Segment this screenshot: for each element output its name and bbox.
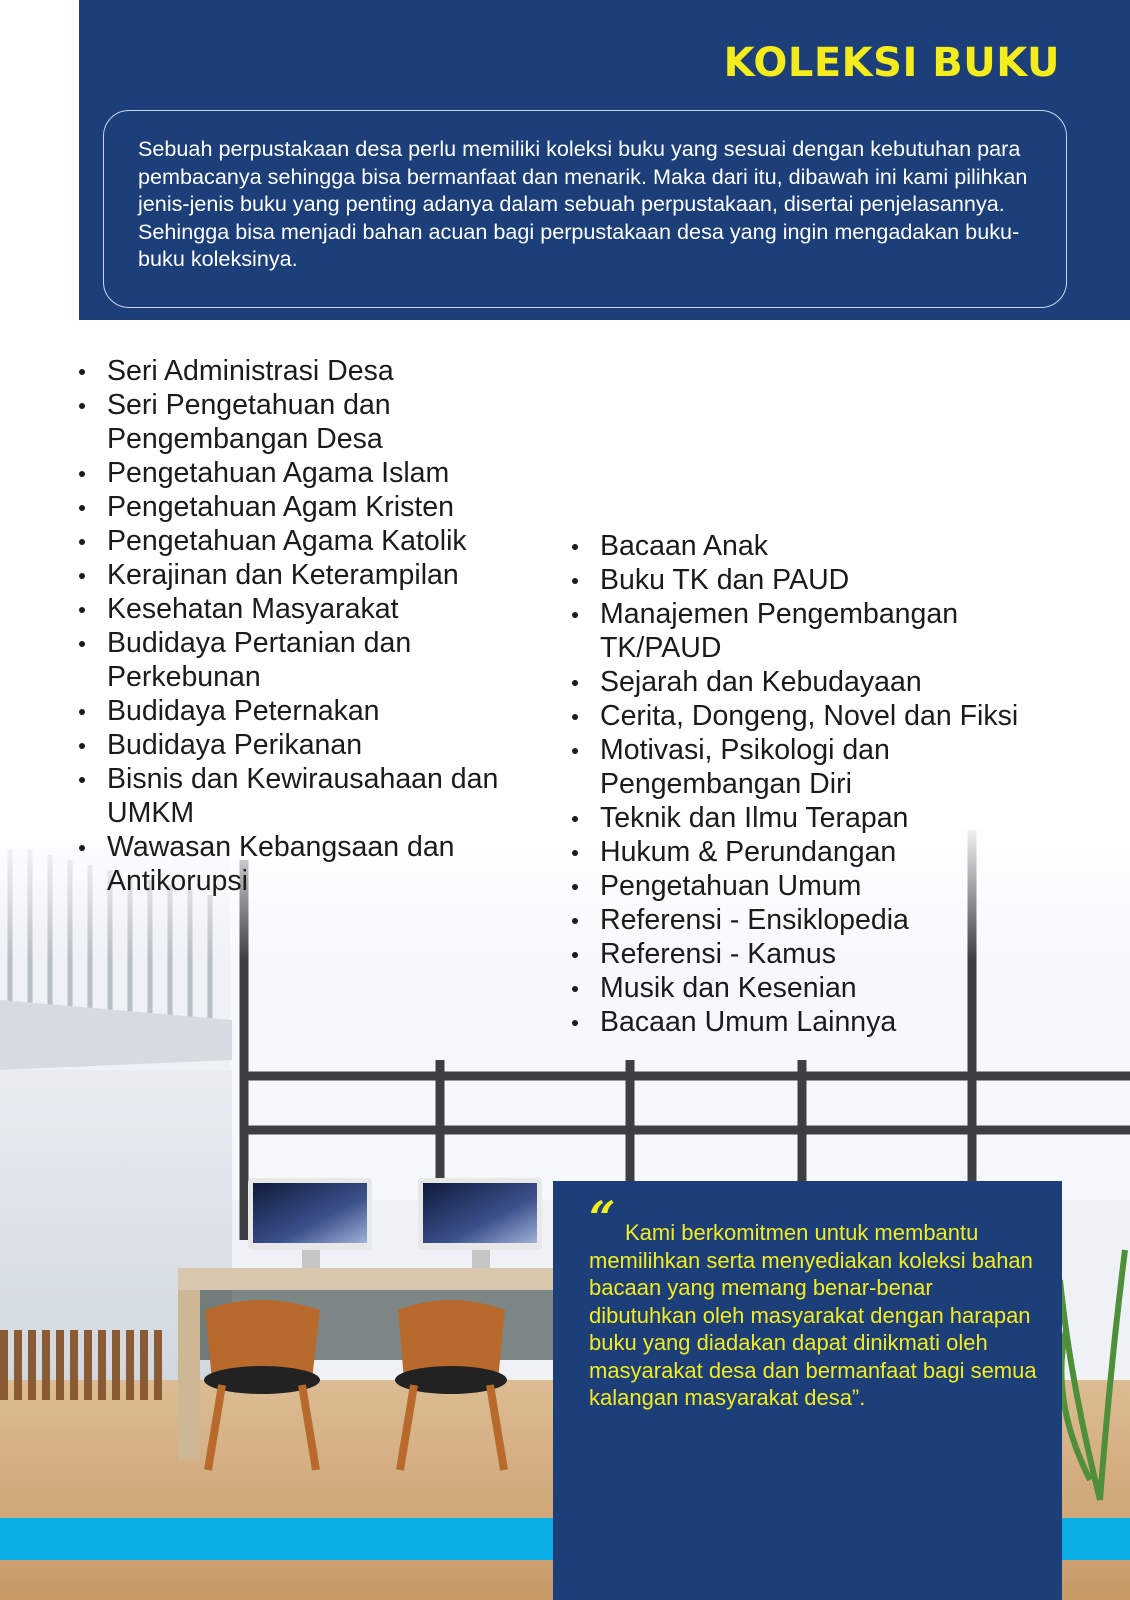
list-item: Kesehatan Masyarakat <box>78 592 558 626</box>
list-item: Pengetahuan Agama Katolik <box>78 524 558 558</box>
list-item: Budidaya Pertanian dan Perkebunan <box>78 626 558 694</box>
book-list-right <box>571 529 1071 1039</box>
book-list-left <box>78 354 558 898</box>
list-item: Bisnis dan Kewirausahaan dan UMKM <box>78 762 558 830</box>
list-item: Kerajinan dan Keterampilan <box>78 558 558 592</box>
list-item: Hukum & Perundangan <box>571 835 1071 869</box>
intro-text: Sebuah perpustakaan desa perlu memiliki koleksi buku yang sesuai dengan kebutuhan para pembacanya sehingga bisa bermanfaat dan menarik. Maka dari itu, dibawah ini kami pilihkan jenis-jenis buku yang penting adanya dalam sebuah perpustakaan, disertai penjelasannya. Sehingga bisa menjadi bahan acuan bagi perpustakaan desa yang ingin mengadakan buku-buku koleksinya. <box>138 136 1028 272</box>
quote-text: Kami berkomitmen untuk membantu memilihkan serta menyediakan koleksi bahan bacaan yang memang benar-benar dibutuhkan oleh masyarakat dengan harapan buku yang diadakan dapat dinikmati oleh masyarakat desa dan bermanfaat bagi semua kalangan masyarakat desa”. <box>589 1220 1037 1410</box>
list-item: Pengetahuan Agama Islam <box>78 456 558 490</box>
list-item: Cerita, Dongeng, Novel dan Fiksi <box>571 699 1071 733</box>
quote-box <box>553 1181 1062 1600</box>
list-item: Teknik dan Ilmu Terapan <box>571 801 1071 835</box>
list-item: Manajemen Pengembangan TK/PAUD <box>571 597 1071 665</box>
list-item: Seri Pengetahuan dan Pengembangan Desa <box>78 388 558 456</box>
page-title: KOLEKSI BUKU <box>723 40 1060 86</box>
list-item: Bacaan Umum Lainnya <box>571 1005 1071 1039</box>
list-item: Referensi - Ensiklopedia <box>571 903 1071 937</box>
list-item: Wawasan Kebangsaan dan Antikorupsi <box>78 830 558 898</box>
header-panel <box>79 0 1130 320</box>
list-item: Sejarah dan Kebudayaan <box>571 665 1071 699</box>
list-item: Pengetahuan Agam Kristen <box>78 490 558 524</box>
list-item: Budidaya Perikanan <box>78 728 558 762</box>
list-item: Motivasi, Psikologi dan Pengembangan Diri <box>571 733 1071 801</box>
list-item: Bacaan Anak <box>571 529 1071 563</box>
list-item: Referensi - Kamus <box>571 937 1071 971</box>
intro-box <box>103 110 1067 308</box>
list-item: Seri Administrasi Desa <box>78 354 558 388</box>
list-item: Musik dan Kesenian <box>571 971 1071 1005</box>
list-item: Budidaya Peternakan <box>78 694 558 728</box>
quote-mark-icon: “ <box>589 1191 616 1245</box>
list-item: Pengetahuan Umum <box>571 869 1071 903</box>
list-item: Buku TK dan PAUD <box>571 563 1071 597</box>
